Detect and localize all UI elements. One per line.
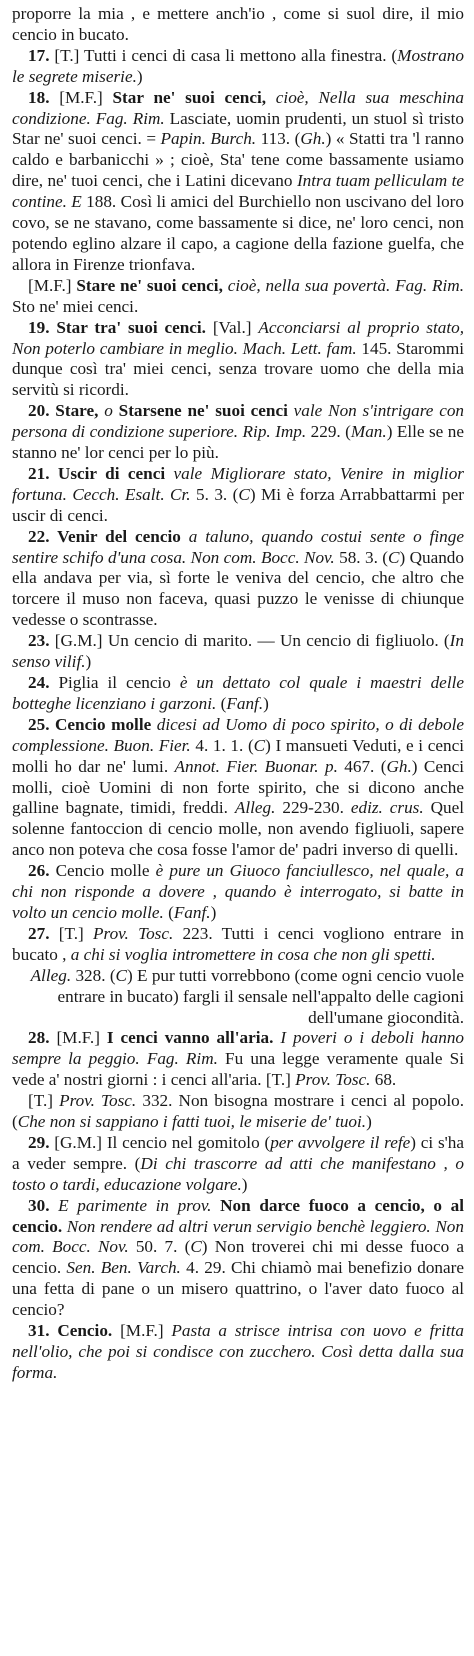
entry-text: Fu una legge veramente quale Si vede a' nostri giorni : i cenci all'aria. [T.] (12, 1049, 464, 1090)
dictionary-entry (12, 318, 464, 402)
dictionary-entry (12, 861, 464, 924)
entry-headword: Non darce fuoco a cencio, o al cencio. (12, 1195, 465, 1236)
dictionary-entry (12, 527, 464, 632)
entry-headword: 30. (28, 1195, 59, 1215)
entry-headword: 31. (28, 1321, 58, 1341)
entry-text: [M.F.] (120, 1321, 172, 1341)
entry-text: 113. ( (256, 129, 301, 149)
entry-headword: 21. (28, 463, 58, 483)
entry-text: [Val.] (212, 317, 259, 337)
entry-text: [M.F.] (28, 275, 77, 295)
entry-text: ) (210, 902, 217, 922)
entry-text: ) (136, 66, 143, 86)
entry-italic-text: cioè, Nella sua meschina condizione. Fag. Rim. (12, 87, 464, 128)
entry-text: ) (366, 1112, 372, 1132)
entry-italic-text: Gh. (386, 756, 412, 776)
entry-italic-text: In senso vilif. (12, 631, 464, 672)
entry-text: Lasciate, uomin prudenti, un stuol sì tristo Star ne' suoi cenci. = (12, 108, 464, 149)
dictionary-entry (12, 276, 464, 318)
entry-italic-text: o (104, 401, 119, 421)
entry-text: [T.] Tutti i cenci di casa li mettono alla finestra. ( (54, 45, 398, 65)
dictionary-entry (12, 924, 464, 966)
entry-text: 5. 3. ( (190, 484, 239, 504)
dictionary-entry (12, 1091, 464, 1133)
entry-headword: Starsene ne' suoi cenci (118, 401, 294, 421)
entry-text: ) Cenci molli, cioè Uomini di non forte spirito, che si dicono anche galline bagnate, timidi, freddi. (12, 756, 464, 818)
entry-text: 145. Starommi dunque così tra' miei cenci, senza trovare uomo che della mia servitù si ricordi. (12, 338, 464, 400)
entry-italic-text: a taluno, quando costui sente o finge sentire schifo d'una cosa. Non com. Bocc. Nov. (12, 526, 464, 567)
entry-headword: Cencio. (57, 1321, 121, 1341)
entry-italic-text: C (388, 547, 400, 567)
entry-text: ) Quando ella andava per via, sì forte le veniva del cencio, che altro che torcere il muso non faceva, quasi puzzo le venisse di chiunque vedesse o scontrasse. (12, 547, 464, 630)
entry-text: [T.] (28, 1091, 60, 1111)
entry-text: ) (263, 693, 269, 713)
entry-italic-text: Prov. Tosc. (93, 923, 174, 943)
entry-headword: 29. (28, 1132, 55, 1152)
entry-headword: Star ne' suoi cenci, (112, 87, 276, 107)
entry-text: [G.M.] Il cencio nel gomitolo ( (54, 1132, 271, 1152)
entry-italic-text: Mostrano le segrete miserie. (12, 45, 464, 86)
entry-italic-text: Pasta a strisce intrisa con uovo e fritta nell'olio, che poi si condisce con zucchero. Così detta dalla sua forma. (12, 1321, 464, 1382)
entry-italic-text: C (238, 484, 250, 504)
entry-italic-text: è pure un Giuoco fanciullesco, nel quale, a chi non risponde a dovere , quando è interrogato, si batte in volto un cencio molle. (12, 861, 465, 922)
dictionary-entry (12, 715, 464, 861)
entry-text: 328. ( (71, 965, 116, 985)
dictionary-entry (12, 1196, 464, 1321)
entry-italic-text: vale Non s'intrigare con persona di condizione superiore. Rip. Imp. (12, 401, 465, 442)
entry-text: [M.F.] (59, 87, 113, 107)
entry-italic-text: per avvolgere il refe (270, 1132, 411, 1152)
entry-headword: 25. (28, 714, 56, 734)
dictionary-entry (12, 1321, 464, 1384)
entry-italic-text: Sen. Ben. Varch. (66, 1258, 181, 1278)
entry-text: 4. 1. 1. ( (190, 735, 254, 755)
entry-italic-text: Gh. (300, 129, 326, 149)
entry-text: 188. Così li amici del Burchiello non uscivano del loro covo, se ne stavano, come bassamente si dice, ne' loro cenci, non potendo eglino alzare il capo, a cagione della fazione guelfa, che allora in Firenze trionfava. (12, 192, 464, 274)
dictionary-entry (12, 4, 464, 46)
entry-italic-text: Di chi trascorre ad atti che manifestano , o tosto o tardi, educazione volgare. (12, 1153, 464, 1194)
entry-italic-text: C (190, 1237, 202, 1257)
entry-italic-text: C (253, 735, 266, 755)
entry-italic-text: I poveri o i deboli hanno sempre la peggio. Fag. Rim. (12, 1028, 465, 1069)
entry-text: 50. 7. ( (128, 1237, 191, 1257)
entry-text: ) Non troverei chi mi desse fuoco a cencio. (12, 1237, 464, 1278)
entry-italic-text: dicesi ad Uomo di poco spirito, o di debole complessione. Buon. Fier. (12, 714, 464, 755)
entry-italic-text: ediz. crus. (350, 798, 424, 818)
entry-headword: Cencio molle (55, 714, 157, 734)
entry-headword: 20. (28, 401, 56, 421)
entry-headword: Star tra' suoi cenci. (56, 317, 213, 337)
entry-text: Piglia il cencio (58, 673, 180, 692)
entry-headword: 23. (28, 631, 55, 651)
entry-italic-text: Annot. Fier. Buonar. p. (174, 756, 338, 776)
entry-text: Cencio molle (55, 861, 156, 881)
entry-headword: 28. (28, 1028, 57, 1048)
entry-italic-text: Papin. Burch. (160, 129, 257, 149)
entry-headword: 19. (28, 317, 57, 337)
entry-text: 332. Non bisogna mostrare i cenci al popolo. ( (12, 1091, 464, 1132)
entry-text: 4. 29. Chi chiamò mai benefizio donare una fetta di pane o un misero quattrino, o l'aver dato fuoco al cencio? (12, 1258, 464, 1320)
entry-headword: 24. (28, 673, 59, 692)
entry-text: ( (216, 693, 227, 713)
entry-text: 467. ( (337, 756, 387, 776)
entry-italic-text: cioè, nella sua povertà. Fag. Rim. (227, 275, 464, 295)
entry-italic-text: Fanf. (173, 902, 211, 922)
entry-text: [G.M.] Un cencio di marito. — Un cencio di figliuolo. ( (54, 631, 450, 651)
entry-headword: 26. (28, 861, 56, 881)
entry-italic-text: C (115, 965, 128, 985)
entry-italic-text: Alleg. (234, 798, 276, 818)
entry-italic-text: vale Migliorare stato, Venire in miglior fortuna. Cecch. Esalt. Cr. (12, 463, 464, 504)
entry-headword: Uscir di cenci (57, 463, 174, 483)
dictionary-entry (12, 1133, 464, 1196)
entry-headword: 18. (28, 87, 60, 107)
entry-italic-text: Fanf. (226, 693, 264, 713)
dictionary-entry (12, 88, 464, 276)
entry-text: proporre la mia , e mettere anch'io , come si suol dire, il mio cencio in bucato. (12, 4, 464, 44)
entry-text: ) E pur tutti vorrebbono (come ogni cencio vuole entrare in bucato) fargli il sensale nell'appalto delle cagioni dell'umane giocondità. (57, 965, 464, 1027)
entry-text: [T.] (58, 923, 94, 943)
entry-italic-text: E parimente in prov. (58, 1195, 221, 1215)
entry-italic-text: Acconciarsi al proprio stato, Non poterlo cambiare in meglio. Mach. Lett. fam. (12, 317, 464, 358)
entry-headword: 27. (28, 923, 59, 943)
entry-text: ) ci s'ha a veder sempre. ( (12, 1132, 465, 1173)
entry-text: 229-230. (275, 798, 351, 818)
dictionary-entry (12, 631, 464, 673)
dictionary-entry (12, 46, 464, 88)
entry-italic-text: Prov. Tosc. (295, 1070, 371, 1090)
dictionary-entry (12, 966, 464, 1029)
entry-italic-text: Non rendere ad altri verun servigio benchè leggiero. Non com. Bocc. Nov. (12, 1216, 464, 1257)
dictionary-entry (12, 673, 464, 715)
entry-text: ( (163, 902, 174, 922)
dictionary-entry (12, 1028, 464, 1091)
dictionary-entry (12, 464, 464, 527)
entry-text: ) (85, 652, 92, 672)
entry-text: ) (241, 1174, 248, 1194)
entry-headword: 17. (28, 45, 55, 65)
entry-text: ) I mansueti Veduti, e i cenci molli ho dar ne' lumi. (12, 735, 464, 776)
entry-text: 223. Tutti i cenci vogliono entrare in bucato , (12, 923, 465, 964)
entry-headword: Venir del cencio (57, 526, 189, 546)
entry-text: Quel solenne fantoccion di cencio molle, non avendo figliuoli, sapere anco non poteva che cosa fosse l'amor de' padri inverso di quelli. (12, 798, 464, 860)
entry-italic-text: Che non si sappiano i fatti tuoi, le miserie de' tuoi. (17, 1112, 367, 1132)
entry-headword: I cenci vanno all'aria. (106, 1028, 281, 1048)
entry-italic-text: Intra tuam pelliculam te contine. E (12, 171, 464, 212)
entry-headword: Stare ne' suoi cenci, (76, 275, 228, 295)
entry-headword: Stare, (55, 401, 105, 421)
entry-italic-text: è un dettato col quale i maestri delle botteghe licenziano i garzoni. (12, 673, 464, 713)
entry-text: ) Elle se ne stanno ne' lor cenci per lo più. (12, 422, 464, 463)
entry-text: ) Mi è forza Arrabbattarmi per uscir di cenci. (12, 484, 465, 525)
entry-text: 229. ( (306, 422, 351, 442)
entry-text: [M.F.] (56, 1028, 107, 1048)
entry-italic-text: Alleg. (30, 965, 72, 985)
entry-text: 68. (370, 1070, 397, 1090)
entry-text: 58. 3. ( (334, 547, 388, 567)
entry-text: ) « Statti tra 'l ranno caldo e barbanicchi » ; cioè, Sta' tene come bassamente usiamo dire, ne' tuoi cenci, che i Latini dicevano (12, 129, 464, 191)
entry-headword: 22. (28, 526, 58, 546)
entry-text: Sto ne' miei cenci. (12, 296, 139, 316)
entry-italic-text: a chi si voglia intromettere in cosa che non gli spetti. (70, 944, 436, 964)
entry-italic-text: Prov. Tosc. (59, 1091, 137, 1111)
dictionary-entry (12, 401, 464, 464)
entry-italic-text: Man. (350, 422, 387, 442)
